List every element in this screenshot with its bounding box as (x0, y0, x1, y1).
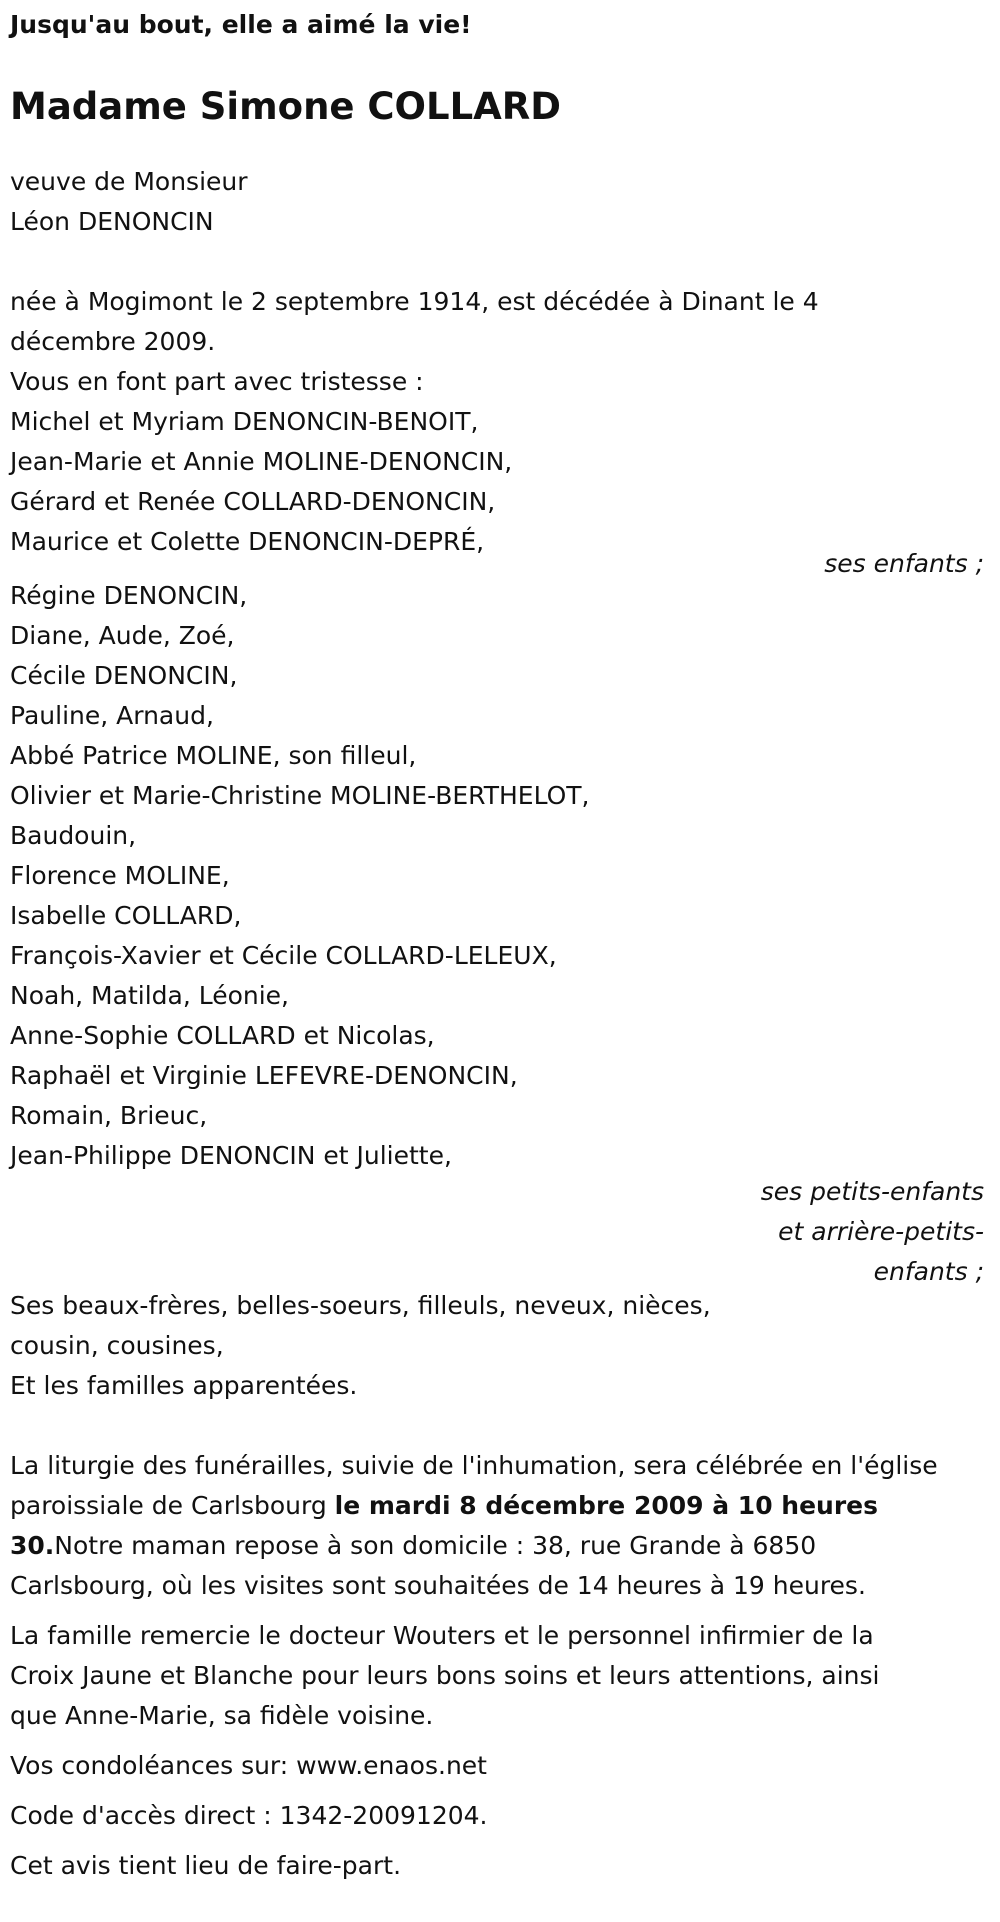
thanks-line: La famille remercie le docteur Wouters et le personnel infirmier de la (10, 1621, 874, 1650)
list-item: Jean-Marie et Annie MOLINE-DENONCIN, (10, 447, 513, 476)
funeral-paragraph (10, 1446, 990, 1606)
funeral-domicile: Notre maman repose à son domicile : 38, rue Grande à 6850 (54, 1531, 817, 1560)
list-item: Diane, Aude, Zoé, (10, 621, 235, 650)
list-item: Anne-Sophie COLLARD et Nicolas, (10, 1021, 435, 1050)
notice-line: Cet avis tient lieu de faire-part. (10, 1851, 402, 1880)
list-item: Cécile DENONCIN, (10, 661, 238, 690)
children-list (10, 402, 990, 562)
obituary-content (10, 0, 990, 1886)
condolences-line: Vos condoléances sur: www.enaos.net (10, 1751, 487, 1780)
list-item: Jean-Philippe DENONCIN et Juliette, (10, 1141, 452, 1170)
announce-intro: Vous en font part avec tristesse : (10, 367, 424, 396)
list-item: Gérard et Renée COLLARD-DENONCIN, (10, 487, 496, 516)
widow-of-line-2: Léon DENONCIN (10, 207, 214, 236)
grandchildren-label-line-3: enfants ; (873, 1257, 984, 1286)
list-item: Olivier et Marie-Christine MOLINE-BERTHELOT, (10, 781, 590, 810)
list-item: Noah, Matilda, Léonie, (10, 981, 290, 1010)
list-item: Romain, Brieuc, (10, 1101, 208, 1130)
thanks-paragraph (10, 1616, 990, 1736)
list-item: Pauline, Arnaud, (10, 701, 214, 730)
widow-of-line-1: veuve de Monsieur (10, 167, 248, 196)
funeral-line-4: Carlsbourg, où les visites sont souhaitées de 14 heures à 19 heures. (10, 1571, 866, 1600)
relatives-line: Ses beaux-frères, belles-soeurs, filleuls, neveux, nièces, (10, 1291, 711, 1320)
funeral-time-end: 30. (10, 1531, 55, 1560)
funeral-date: le mardi 8 décembre 2009 à 10 heures (334, 1491, 879, 1520)
grandchildren-label (10, 1172, 990, 1292)
grandchildren-label-line-1: ses petits-enfants (760, 1177, 984, 1206)
list-item: Abbé Patrice MOLINE, son filleul, (10, 741, 417, 770)
funeral-place: paroissiale de Carlsbourg (10, 1491, 335, 1520)
list-item: François-Xavier et Cécile COLLARD-LELEUX, (10, 941, 557, 970)
list-item: Florence MOLINE, (10, 861, 230, 890)
relatives-line: Et les familles apparentées. (10, 1371, 358, 1400)
list-item: Raphaël et Virginie LEFEVRE-DENONCIN, (10, 1061, 518, 1090)
tagline: Jusqu'au bout, elle a aimé la vie! (10, 10, 472, 39)
birth-death-line-2: décembre 2009. (10, 327, 216, 356)
thanks-line: Croix Jaune et Blanche pour leurs bons soins et leurs attentions, ainsi (10, 1661, 880, 1690)
funeral-line-1: La liturgie des funérailles, suivie de l'inhumation, sera célébrée en l'église (10, 1451, 938, 1480)
grandchildren-list (10, 576, 990, 1176)
grandchildren-label-line-2: et arrière-petits- (778, 1217, 984, 1246)
relatives-line: cousin, cousines, (10, 1331, 224, 1360)
access-code-line: Code d'accès direct : 1342-20091204. (10, 1801, 488, 1830)
list-item: Baudouin, (10, 821, 137, 850)
birth-death-line-1: née à Mogimont le 2 septembre 1914, est décédée à Dinant le 4 (10, 287, 819, 316)
list-item: Maurice et Colette DENONCIN-DEPRÉ, (10, 527, 485, 556)
children-label: ses enfants ; (824, 549, 984, 578)
list-item: Isabelle COLLARD, (10, 901, 242, 930)
list-item: Michel et Myriam DENONCIN-BENOIT, (10, 407, 479, 436)
deceased-name: Madame Simone COLLARD (10, 85, 561, 128)
funeral-line-2 (10, 1486, 990, 1526)
funeral-line-3 (10, 1526, 990, 1566)
list-item: Régine DENONCIN, (10, 581, 248, 610)
thanks-line: que Anne-Marie, sa fidèle voisine. (10, 1701, 434, 1730)
relatives-paragraph (10, 1286, 990, 1406)
